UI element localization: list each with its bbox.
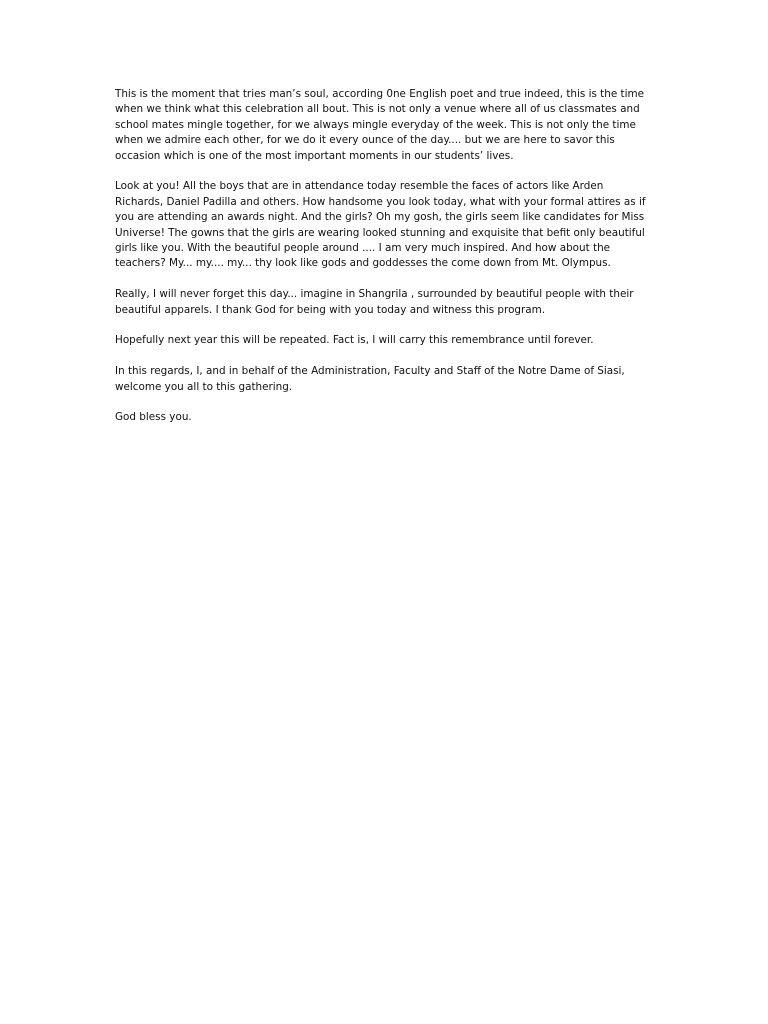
paragraph-closing: God bless you. xyxy=(115,411,192,424)
paragraph-look-at-you: Look at you! All the boys that are in attendance today resemble the faces of actors like Arden Richards, Daniel Padilla and others. How handsome you look today, what with your formal attires as if you are attending an awards night. And the girls? Oh my gosh, the girls seem like candidates for Miss Universe! The gowns that the girls are wearing looked stunning and exquisite that befit only beautiful girls like you. With the beautiful people around .... I am very much inspired. And how about the teachers? My... my.... my... thy look like gods and goddesses the come down from Mt. Olympus. xyxy=(115,180,646,270)
speech-body xyxy=(115,87,660,441)
paragraph-hopefully: Hopefully next year this will be repeated. Fact is, I will carry this remembrance until forever. xyxy=(115,334,594,347)
paragraph-really: Really, I will never forget this day... imagine in Shangrila , surrounded by beautiful people with their beautiful apparels. I thank God for being with you today and witness this program. xyxy=(115,288,634,316)
paragraph-welcome: In this regards, I, and in behalf of the Administration, Faculty and Staff of the Notre Dame of Siasi, welcome you all to this gathering. xyxy=(115,365,625,393)
paragraph-opening: This is the moment that tries man’s soul, according 0ne English poet and true indeed, this is the time when we think what this celebration all bout. This is not only a venue where all of us classmates and school mates mingle together, for we always mingle everyday of the week. This is not only the time when we admire each other, for we do it every ounce of the day.... but we are here to savor this occasion which is one of the most important moments in our students’ lives. xyxy=(115,88,645,162)
